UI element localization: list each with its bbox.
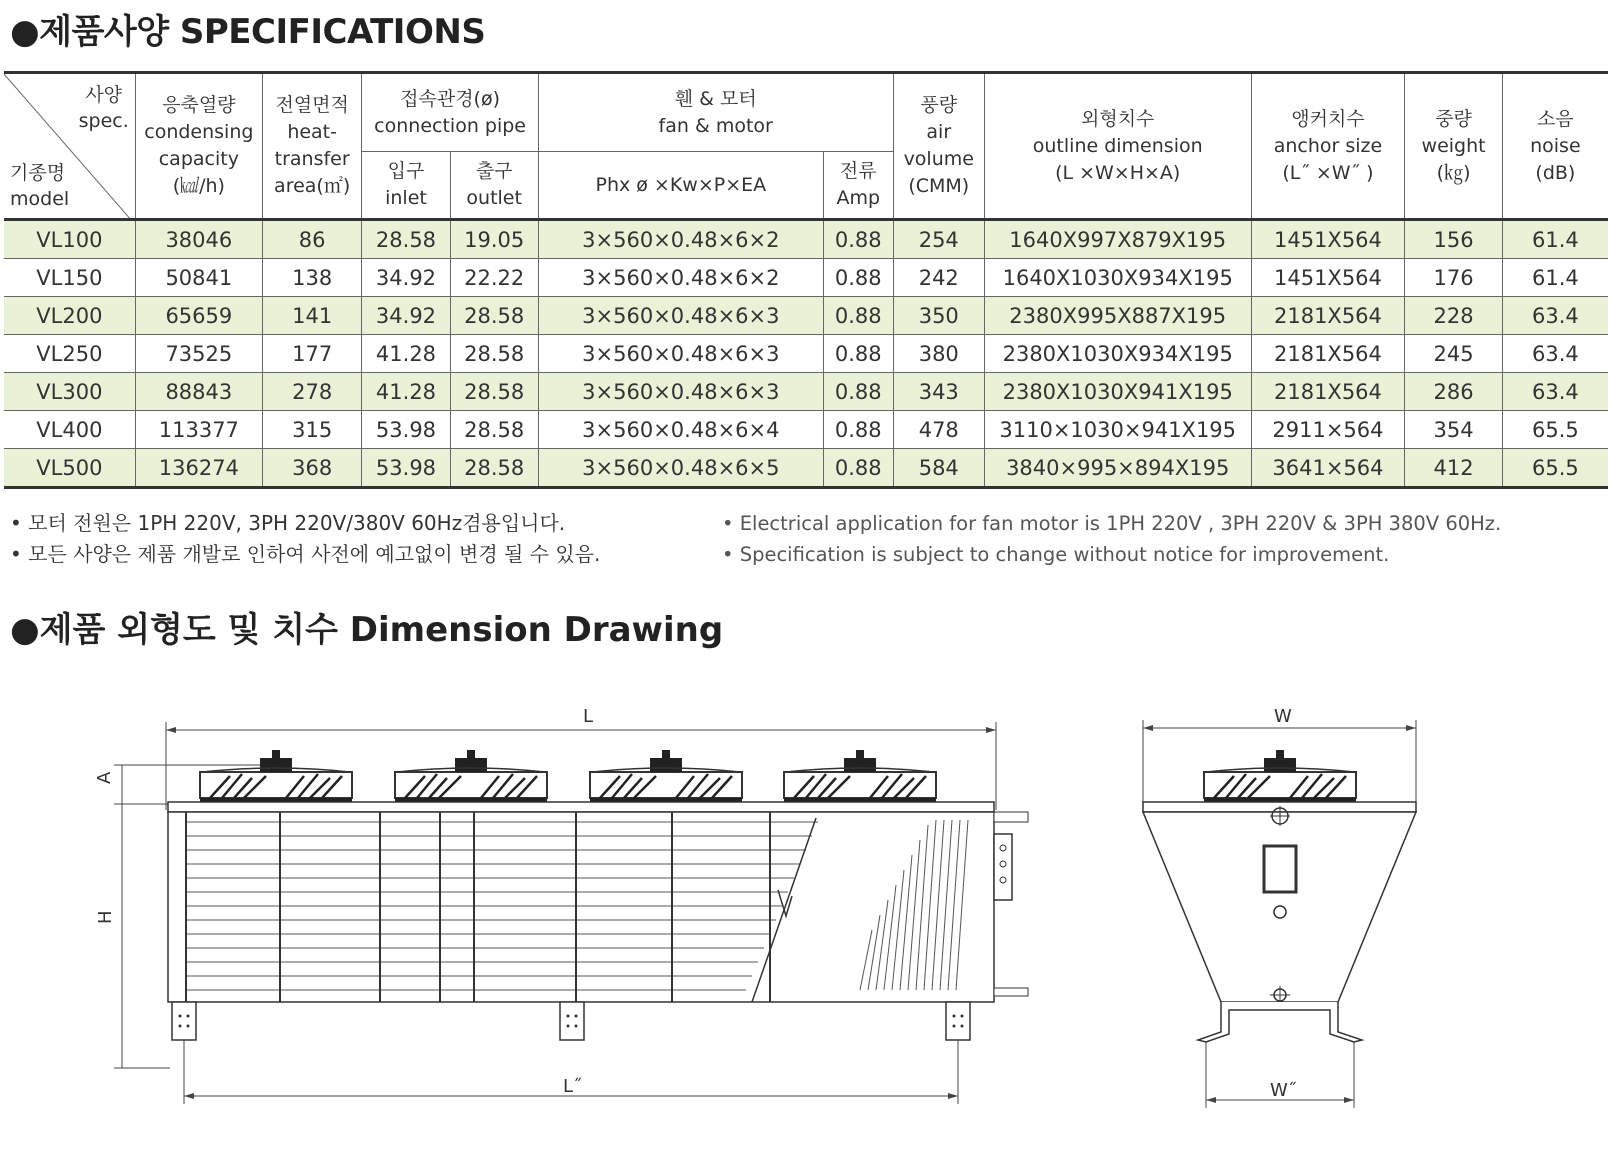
spec-section-title: ●제품사양 SPECIFICATIONS (10, 12, 486, 52)
table-row: VL500 136274 368 53.98 28.58 3×560×0.48×6×5 0.88 584 3840×995×894X195 3641×564 412 65.5 (4, 449, 1608, 488)
air-volume-header: 풍량 air volume (CMM) (893, 73, 984, 220)
spec-table (4, 71, 1608, 489)
capacity-header: 응축열량 condensing capacity (㎉/h) (135, 73, 262, 220)
fan-icon (590, 750, 742, 802)
fan-icon (395, 750, 547, 802)
front-view (94, 706, 1028, 1104)
notes-korean (10, 508, 600, 570)
spec-model-header: 사양 spec. 기종명 model (4, 73, 135, 220)
noise-header: 소음 noise (dB) (1502, 73, 1608, 220)
side-view (1143, 706, 1416, 1108)
table-row: VL300 88843 278 41.28 28.58 3×560×0.48×6×3 0.88 343 2380X1030X941X195 2181X564 286 63.4 (4, 373, 1608, 411)
outline-header: 외형치수 outline dimension (L ×W×H×A) (984, 73, 1251, 220)
fan-motor-header: 휀 & 모터 fan & motor (538, 73, 893, 152)
note-line: • 모든 사양은 제품 개발로 인하여 사전에 예고없이 변경 될 수 있음. (10, 542, 601, 566)
drawing-section-title: ●제품 외형도 및 치수 Dimension Drawing (10, 610, 724, 650)
table-row: VL250 73525 177 41.28 28.58 3×560×0.48×6×3 0.88 380 2380X1030X934X195 2181X564 245 63.4 (4, 335, 1608, 373)
fan-spec-header: Phx ø ×Kw×P×EA (538, 152, 823, 220)
fan-icon (784, 750, 936, 802)
table-row: VL400 113377 315 53.98 28.58 3×560×0.48×6×4 0.88 478 3110×1030×941X195 2911×564 354 65.5 (4, 411, 1608, 449)
area-header: 전열면적 heat- transfer area(㎡) (262, 73, 361, 220)
table-row: VL100 38046 86 28.58 19.05 3×560×0.48×6×2 0.88 254 1640X997X879X195 1451X564 156 61.4 (4, 220, 1608, 259)
note-line: • Electrical application for fan motor is 1PH 220V , 3PH 220V & 3PH 380V 60Hz. (722, 512, 1502, 535)
dim-H-label: H (95, 910, 116, 924)
outlet-header: 출구 outlet (450, 152, 538, 220)
anchor-header: 앵커치수 anchor size (L˝ ×W˝ ) (1251, 73, 1405, 220)
fan-icon (200, 750, 352, 802)
note-line: • 모터 전원은 1PH 220V, 3PH 220V/380V 60Hz겸용입니다. (10, 511, 566, 535)
pipe-header: 접속관경(ø) connection pipe (362, 73, 538, 152)
dim-A-label: A (94, 771, 115, 784)
weight-header: 중량 weight (㎏) (1405, 73, 1502, 220)
notes-english (722, 508, 1501, 570)
dim-W-label: W (1274, 706, 1292, 727)
dim-L-label: L (583, 706, 594, 727)
table-row: VL150 50841 138 34.92 22.22 3×560×0.48×6×2 0.88 242 1640X1030X934X195 1451X564 176 61.4 (4, 259, 1608, 297)
fan-icon (1204, 750, 1356, 802)
table-row: VL200 65659 141 34.92 28.58 3×560×0.48×6×3 0.88 350 2380X995X887X195 2181X564 228 63.4 (4, 297, 1608, 335)
dimension-drawing (0, 680, 1611, 1149)
note-line: • Specification is subject to change without notice for improvement. (722, 543, 1390, 566)
dim-W2-label: W˝ (1270, 1080, 1297, 1101)
dim-L2-label: L˝ (563, 1076, 583, 1097)
amp-header: 전류 Amp (823, 152, 893, 220)
inlet-header: 입구 inlet (362, 152, 450, 220)
